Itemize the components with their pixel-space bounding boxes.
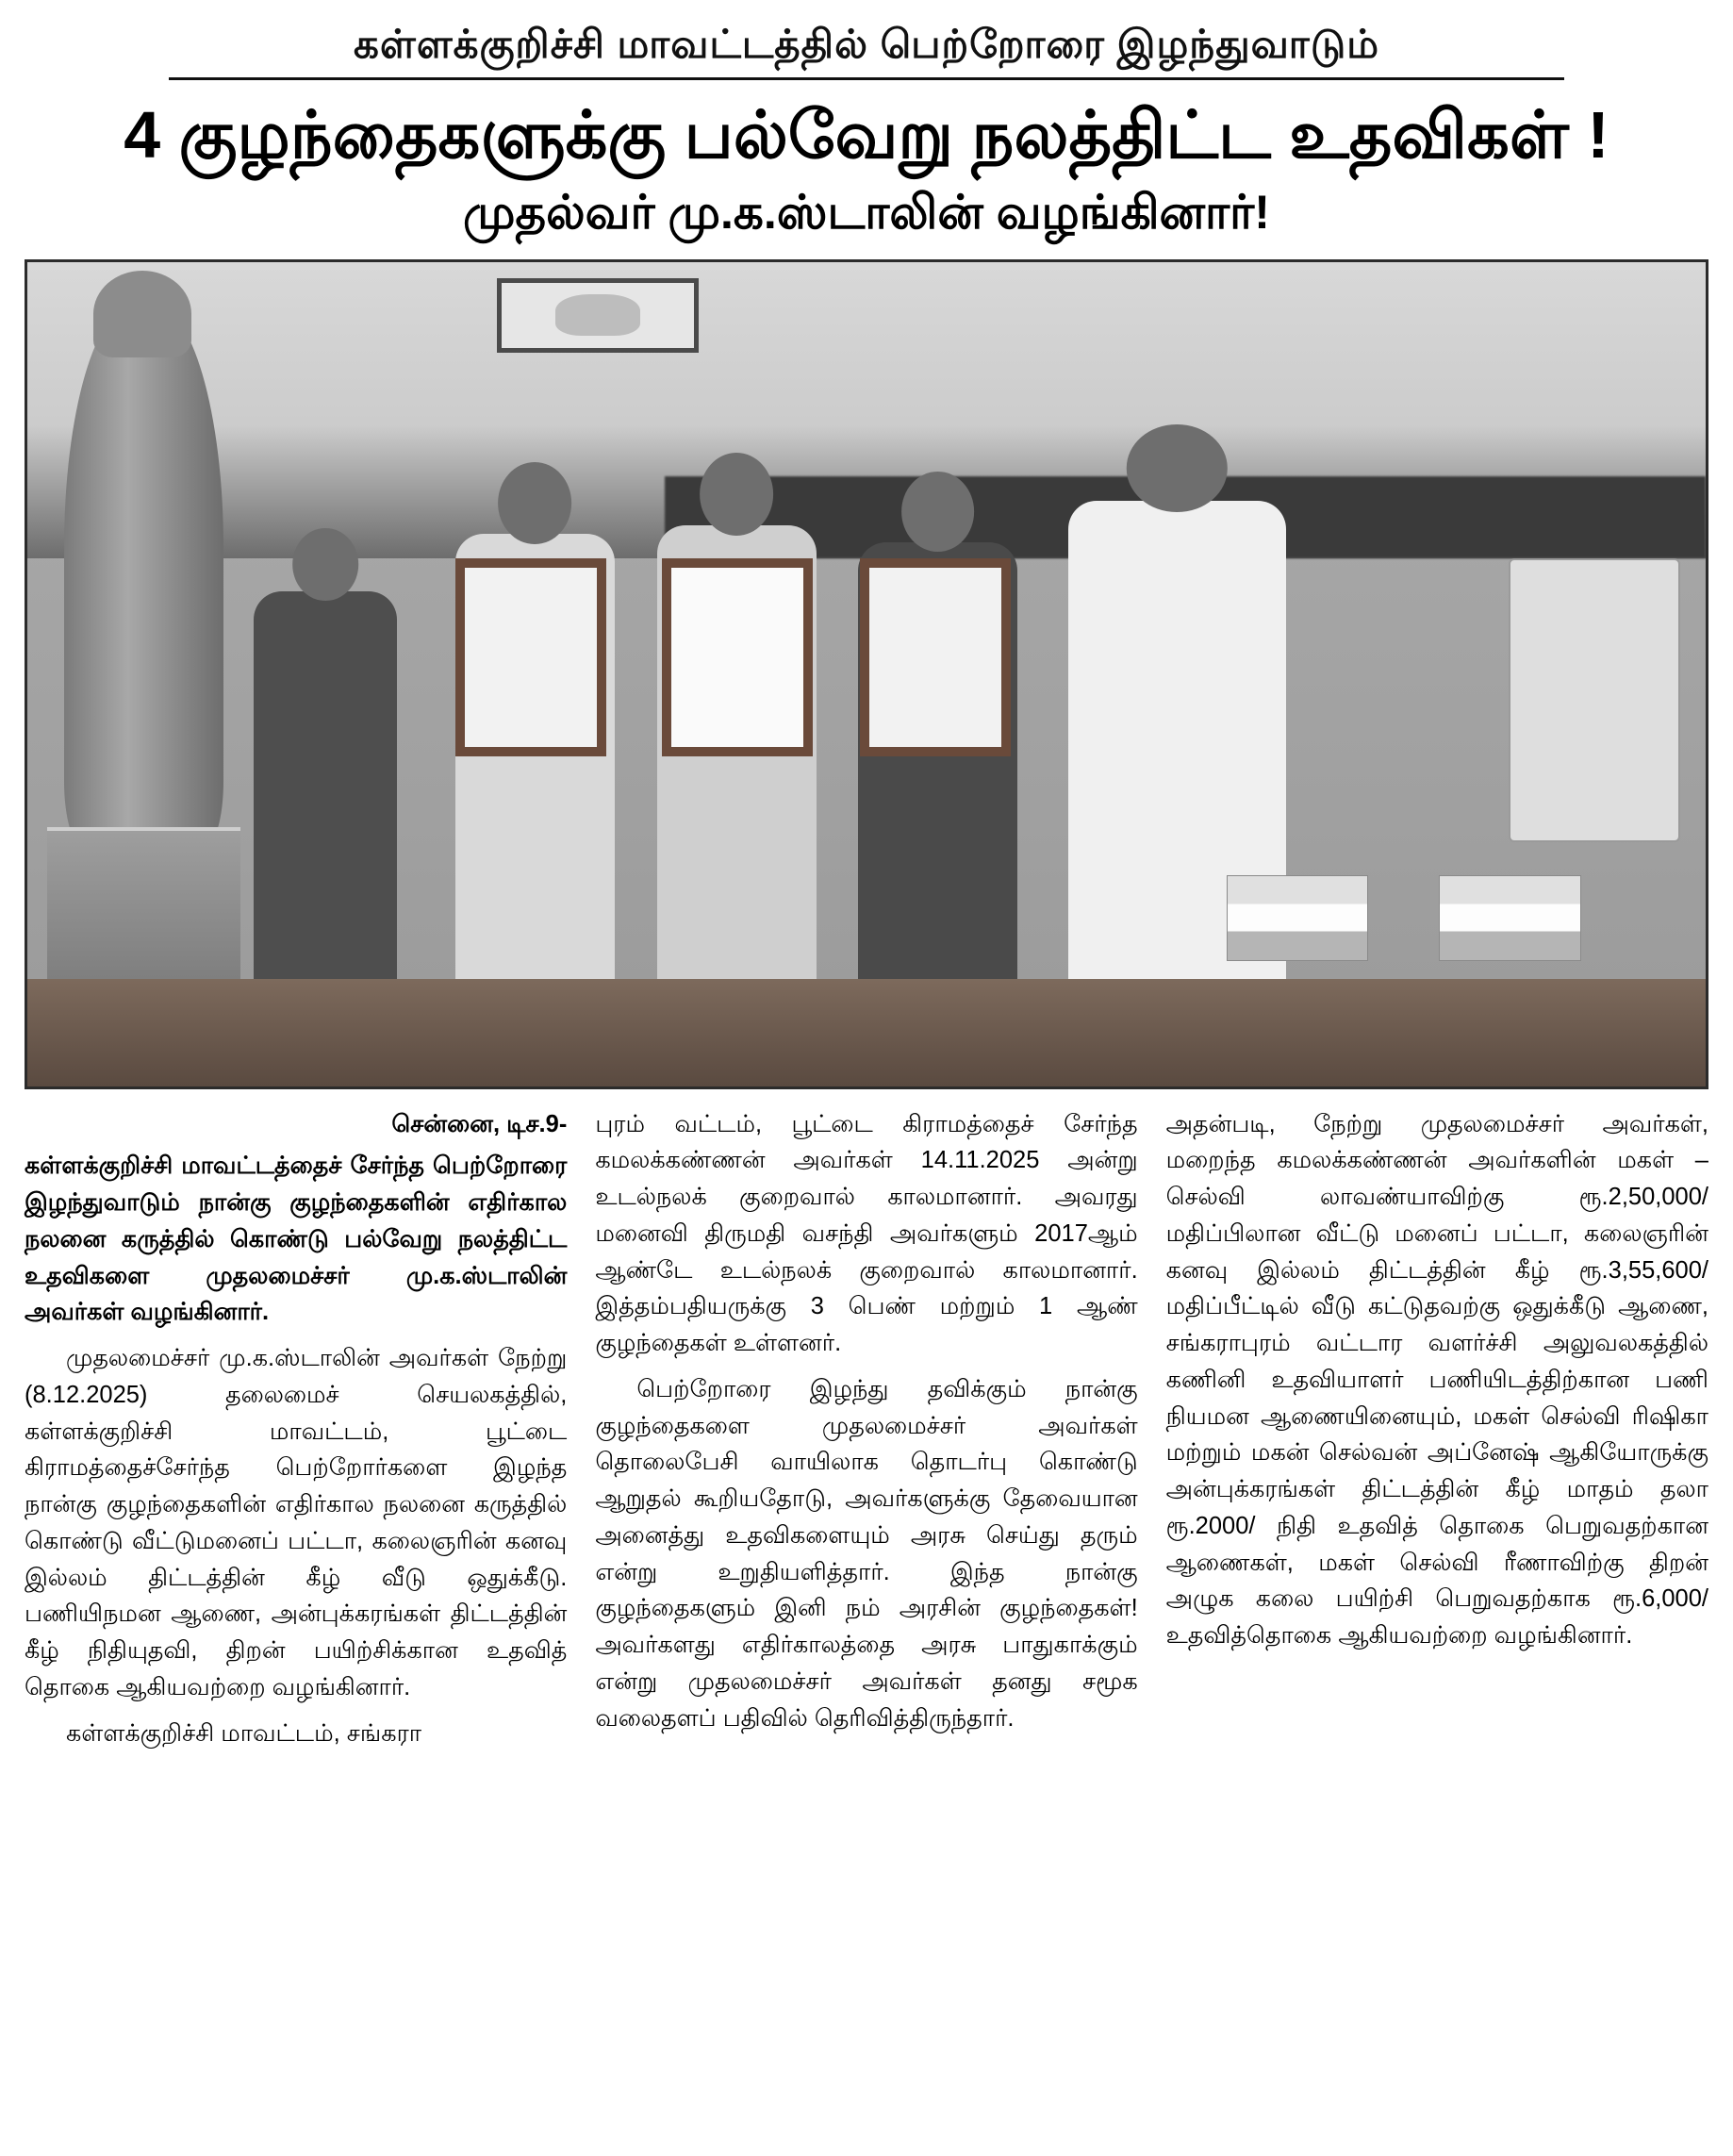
article-body [25,1106,1708,1762]
body-column-3 [1166,1106,1708,1762]
india-flag-right-icon [1439,875,1581,960]
thiruvalluvar-statue [64,303,223,847]
article-photo [25,259,1708,1089]
office-desk [27,979,1706,1086]
photo-scene [27,262,1706,1086]
india-flag-left-icon [1227,875,1369,960]
person-boy [254,591,396,1045]
wall-portrait-frame [497,278,699,353]
person-head [499,462,572,544]
headline: 4 குழந்தைகளுக்கு பல்வேறு நலத்திட்ட உதவிகள் ! [124,97,1609,172]
certificate-document-3 [860,558,1011,756]
flag-stand [1219,798,1589,979]
kicker-text: கள்ளக்குறிச்சி மாவட்டத்தில் பெற்றோரை இழந்துவாடும் [353,22,1380,66]
person-head [292,528,358,601]
person-head [1127,424,1227,511]
paragraph: அதன்படி, நேற்று முதலமைச்சர் அவர்கள், மறைந்த கமலக்கண்ணன் அவர்களின் மகள் – செல்வி லாவண்யாவிற்கு ரூ.2,50,000/ மதிப்பிலான வீட்டு மனைப் பட்டா, கலைஞரின் கனவு இல்லம் திட்டத்தின் கீழ் ரூ.3,55,600/மதிப்பீட்டில் வீடு கட்டுதவற்கு ஒதுக்கீடு ஆணை, சங்கராபுரம் வட்டார வளர்ச்சி அலுவலகத்தில் கணினி உதவியாளர் பணியிடத்திற்கான பணி நியமன ஆணையினையும், மகள் செல்வி ரிஷிகா மற்றும் மகன் செல்வன் அப்னேஷ் ஆகியோருக்கு அன்புக்கரங்கள் திட்டத்தின் கீழ் மாதம் தலா ரூ.2000/ நிதி உதவித் தொகை பெறுவதற்கான ஆணைகள், மகள் செல்வி ரீணாவிற்கு திறன் அழுக கலை பயிற்சி பெறுவதற்காக ரூ.6,000/ உதவித்தொகை ஆகியவற்றை வழங்கினார். [1165,1110,1708,1650]
person-head [700,453,773,536]
certificate-document-1 [455,558,606,756]
dateline: சென்னை, டிச.9- [391,1110,568,1137]
person-head [901,472,975,552]
body-column-2 [595,1106,1137,1762]
paragraph: கள்ளக்குறிச்சி மாவட்டத்தைச் சேர்ந்த பெற்றோரை இழந்துவாடும் நான்கு குழந்தைகளின் எதிர்கால நலனை கருத்தில் கொண்டு பல்வேறு நலத்திட்ட உதவிகளை முதலமைச்சர் மு.க.ஸ்டாலின் அவர்கள் வழங்கினார். [25,1153,568,1326]
certificate-document-2 [662,558,813,756]
paragraph: கள்ளக்குறிச்சி மாவட்டம், சங்கரா [66,1719,422,1747]
paragraph: புரம் வட்டம், பூட்டை கிராமத்தைச் சேர்ந்த கமலக்கண்ணன் அவர்கள் 14.11.2025 அன்று உடல்நலக் குறைவால் காலமானார். அவரது மனைவி திருமதி வசந்தி அவர்களும் 2017ஆம் ஆண்டே உடல்நலக் குறைவால் காலமானார். இத்தம்பதியருக்கு 3 பெண் மற்றும் 1 ஆண் குழந்தைகள் உள்ளனர். [595,1110,1138,1357]
body-column-1 [25,1106,567,1762]
paragraph: பெற்றோரை இழந்து தவிக்கும் நான்கு குழந்தைகளை முதலமைச்சர் அவர்கள் தொலைபேசி வாயிலாக தொடர்பு கொண்டு ஆறுதல் கூறியதோடு, அவர்களுக்கு தேவையான அனைத்து உதவிகளையும் அரசு செய்து தரும் என்று உறுதியளித்தார். இந்த நான்கு குழந்தைகளும் இனி நம் அரசின் குழந்தைகள்! அவர்களது எதிர்காலத்தை அரசு பாதுகாக்கும் என்று முதலமைச்சர் அவர்கள் தனது சமூக வலைதளப் பதிவில் தெரிவித்திருந்தார். [595,1375,1138,1732]
paragraph: முதலமைச்சர் மு.க.ஸ்டாலின் அவர்கள் நேற்று (8.12.2025) தலைமைச் செயலகத்தில், கள்ளக்குறிச்சி மாவட்டம், பூட்டை கிராமத்தைச்சேர்ந்த பெற்றோர்களை இழந்த நான்கு குழந்தைகளின் எதிர்கால நலனை கருத்தில் கொண்டு வீட்டுமனைப் பட்டா, கலைஞரின் கனவு இல்லம் திட்டத்தின் கீழ் வீடு ஒதுக்கீடு. பணியிநமன ஆணை, அன்புக்கரங்கள் திட்டத்தின் கீழ் நிதியுதவி, திறன் பயிற்சிக்கான உதவித் தொகை ஆகியவற்றை வழங்கினார். [25,1345,568,1700]
subheadline: முதல்வர் மு.க.ஸ்டாலின் வழங்கினார்! [463,185,1270,239]
